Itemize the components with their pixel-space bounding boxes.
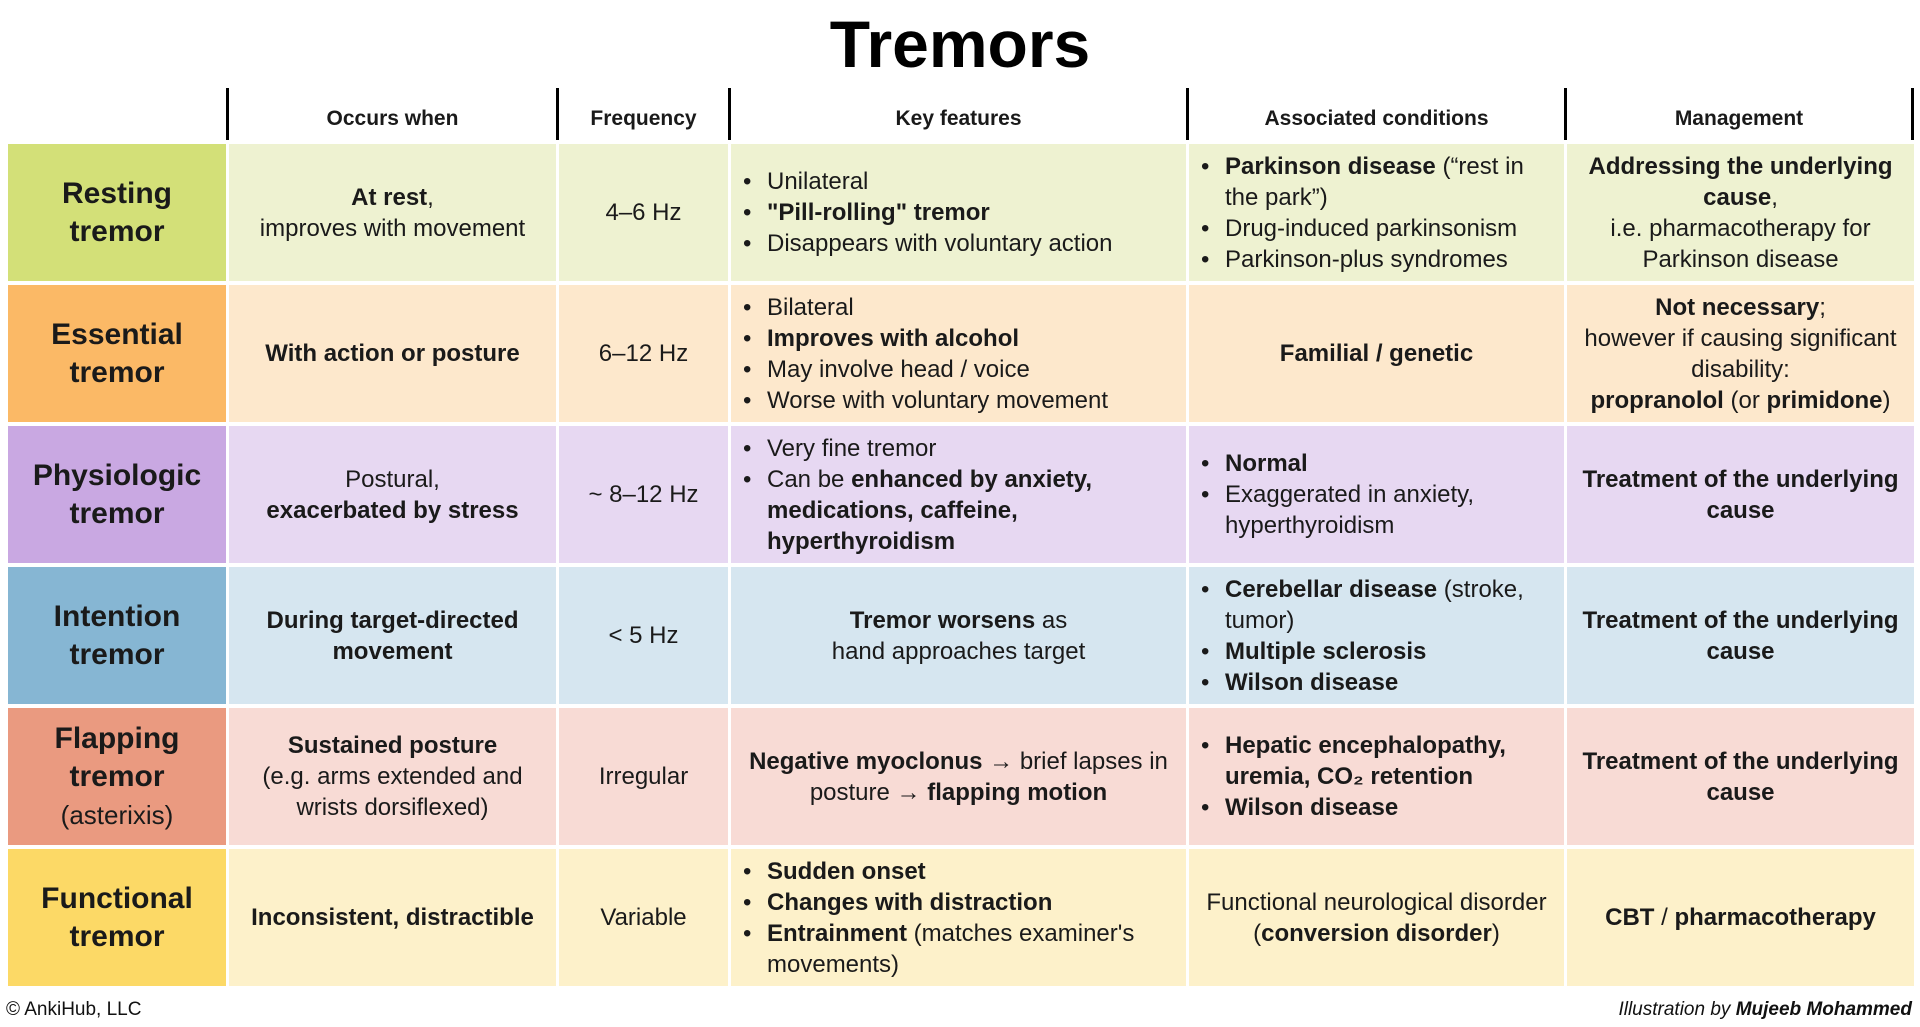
- bold-text: At rest: [351, 183, 428, 211]
- bold-text: Wilson disease: [1225, 794, 1399, 821]
- associated-conditions-cell: [1186, 422, 1564, 563]
- header-occurs-when: Occurs when: [226, 88, 556, 140]
- text-segment: Unilateral: [767, 168, 869, 195]
- key-features-cell: [728, 845, 1186, 986]
- bold-text: flapping motion: [927, 778, 1108, 806]
- text-segment: (or: [1723, 386, 1767, 414]
- frequency-cell: Variable: [556, 845, 728, 986]
- bold-text: Sudden onset: [767, 857, 926, 885]
- tremor-name: Physiologic: [32, 458, 202, 492]
- bold-text: Changes with distraction: [767, 888, 1053, 916]
- table-row: [8, 281, 1914, 422]
- text-segment: as: [1035, 606, 1068, 634]
- text-segment: /: [1654, 904, 1675, 931]
- header-corner: [8, 88, 226, 140]
- text-segment: (matches examiner's movements): [767, 919, 1135, 978]
- associated-conditions-cell: [1186, 140, 1564, 281]
- bold-text: CBT: [1605, 904, 1655, 931]
- text-segment: ): [1491, 919, 1500, 947]
- bullet-item: [741, 464, 1176, 557]
- bold-text: Familial / genetic: [1279, 340, 1474, 367]
- bullet-item: [741, 918, 1176, 980]
- bullet-item: [1199, 448, 1554, 479]
- bold-text: Inconsistent, distractible: [251, 904, 534, 931]
- bold-text: Wilson disease: [1225, 668, 1399, 696]
- text-segment: ;: [1819, 293, 1826, 321]
- bold-text: Addressing the underlying cause: [1588, 152, 1893, 211]
- text-segment: Worse with voluntary movement: [767, 386, 1109, 414]
- key-features-cell: [728, 281, 1186, 422]
- bold-text: Normal: [1225, 450, 1308, 477]
- bullet-item: [1199, 792, 1554, 823]
- bullet-item: [1199, 730, 1554, 792]
- bullet-item: [1199, 667, 1554, 698]
- frequency-cell: 4–6 Hz: [556, 140, 728, 281]
- bold-text: During target-directed movement: [266, 606, 519, 665]
- occurs-when-cell: [226, 563, 556, 704]
- key-features-cell: [728, 704, 1186, 845]
- tremor-name: tremor: [69, 919, 165, 953]
- bullet-item: [1199, 213, 1554, 244]
- tremor-name: Intention: [53, 599, 181, 633]
- bold-text: Improves with alcohol: [767, 324, 1020, 352]
- associated-conditions-cell: [1186, 563, 1564, 704]
- text-segment: Can be: [767, 465, 852, 493]
- table-row: [8, 563, 1914, 704]
- bullet-item: [1199, 636, 1554, 667]
- bullet-item: [741, 166, 1176, 197]
- bullet-list: [741, 856, 1176, 980]
- bullet-list: [741, 166, 1176, 259]
- bullet-item: [741, 856, 1176, 887]
- bold-text: conversion disorder: [1261, 919, 1492, 947]
- bold-text: With action or posture: [265, 340, 520, 367]
- bullet-list: [741, 292, 1176, 416]
- tremor-name: tremor: [69, 759, 165, 793]
- frequency-cell: Irregular: [556, 704, 728, 845]
- header-frequency: Frequency: [556, 88, 728, 140]
- key-features-cell: [728, 140, 1186, 281]
- bold-text: exacerbated by stress: [266, 496, 519, 524]
- tremor-type-label: [8, 845, 226, 986]
- bold-text: Negative myoclonus: [749, 747, 983, 775]
- occurs-when-cell: [226, 281, 556, 422]
- management-cell: [1564, 563, 1914, 704]
- bullet-item: [741, 433, 1176, 464]
- text-segment: → brief lapses in posture →: [809, 747, 1168, 806]
- tremor-name: tremor: [69, 496, 165, 530]
- key-features-cell: [728, 422, 1186, 563]
- bold-text: Treatment of the underlying cause: [1582, 747, 1899, 806]
- bullet-list: [1199, 448, 1554, 541]
- table-row: [8, 422, 1914, 563]
- text-segment: Functional neurological disorder (: [1206, 888, 1547, 947]
- bullet-item: [741, 228, 1176, 259]
- tremor-name: Functional: [41, 881, 193, 915]
- table-row: [8, 704, 1914, 845]
- header-associated-conditions: Associated conditions: [1186, 88, 1564, 140]
- text-segment: hand approaches target: [831, 637, 1086, 665]
- tremor-table: [8, 88, 1914, 986]
- tremor-type-label: [8, 422, 226, 563]
- text-segment: (“rest in the park”): [1225, 152, 1524, 211]
- bullet-item: [1199, 151, 1554, 213]
- frequency-cell: 6–12 Hz: [556, 281, 728, 422]
- text-segment: Drug-induced parkinsonism: [1225, 214, 1518, 242]
- associated-conditions-cell: [1186, 704, 1564, 845]
- text-segment: however if causing significant disability:: [1584, 324, 1897, 383]
- bold-text: Tremor worsens: [849, 606, 1036, 634]
- tremor-name: Essential: [51, 317, 183, 351]
- tremor-name: Flapping: [54, 721, 180, 755]
- tremor-type-label: [8, 281, 226, 422]
- credit-name: Mujeeb Mohammed: [1735, 999, 1912, 1020]
- text-segment: Bilateral: [767, 293, 854, 321]
- text-segment: May involve head / voice: [767, 355, 1030, 383]
- text-segment: ): [1882, 386, 1891, 414]
- bold-text: Not necessary: [1655, 293, 1820, 321]
- credit-prefix: Illustration by: [1618, 999, 1736, 1020]
- bullet-item: [1199, 574, 1554, 636]
- bullet-item: [741, 197, 1176, 228]
- text-segment: Parkinson-plus syndromes: [1225, 245, 1508, 273]
- text-segment: i.e. pharmacotherapy for Parkinson disease: [1610, 214, 1871, 273]
- management-cell: [1564, 704, 1914, 845]
- bold-text: Parkinson disease: [1225, 152, 1436, 180]
- bold-text: Treatment of the underlying cause: [1582, 465, 1899, 524]
- header-key-features: Key features: [728, 88, 1186, 140]
- copyright: © AnkiHub, LLC: [6, 999, 142, 1020]
- bullet-item: [741, 292, 1176, 323]
- bold-text: Hepatic encephalopathy, uremia, CO₂ retention: [1225, 732, 1506, 790]
- bullet-list: [1199, 730, 1554, 823]
- tremor-name: tremor: [69, 355, 165, 389]
- text-segment: (stroke, tumor): [1225, 575, 1524, 634]
- bold-text: Treatment of the underlying cause: [1582, 606, 1899, 665]
- tremor-name: tremor: [69, 214, 165, 248]
- illustration-credit: [1618, 999, 1912, 1021]
- text-segment: Very fine tremor: [767, 434, 937, 462]
- table-row: [8, 845, 1914, 986]
- text-segment: Disappears with voluntary action: [767, 230, 1113, 257]
- text-segment: improves with movement: [259, 214, 526, 242]
- bullet-item: [741, 323, 1176, 354]
- text-segment: Postural,: [345, 465, 440, 493]
- text-segment: Exaggerated in anxiety, hyperthyroidism: [1225, 481, 1475, 539]
- frequency-cell: < 5 Hz: [556, 563, 728, 704]
- bold-text: Cerebellar disease: [1225, 575, 1438, 603]
- bold-text: enhanced by anxiety, medications, caffeine, hyperthyroidism: [767, 465, 1093, 555]
- tremor-type-label: [8, 704, 226, 845]
- bullet-item: [1199, 479, 1554, 541]
- tremor-type-label: [8, 140, 226, 281]
- associated-conditions-cell: [1186, 281, 1564, 422]
- text-segment: (e.g. arms extended and wrists dorsiflexed): [262, 763, 523, 821]
- management-cell: [1564, 422, 1914, 563]
- associated-conditions-cell: [1186, 845, 1564, 986]
- tremor-name: Resting: [61, 176, 172, 210]
- text-segment: ,: [427, 183, 434, 211]
- bullet-list: [1199, 151, 1554, 275]
- page-title: Tremors: [829, 7, 1091, 81]
- text-segment: ,: [1771, 183, 1778, 211]
- bold-text: propranolol: [1590, 386, 1724, 414]
- bold-text: Sustained posture: [287, 732, 498, 759]
- frequency-cell: ~ 8–12 Hz: [556, 422, 728, 563]
- occurs-when-cell: [226, 422, 556, 563]
- bold-text: pharmacotherapy: [1674, 904, 1876, 931]
- key-features-cell: [728, 563, 1186, 704]
- bold-text: Multiple sclerosis: [1225, 637, 1427, 665]
- bullet-list: [1199, 574, 1554, 698]
- occurs-when-cell: [226, 845, 556, 986]
- bullet-item: [741, 385, 1176, 416]
- header-management: Management: [1564, 88, 1914, 140]
- bold-text: "Pill-rolling" tremor: [767, 199, 990, 226]
- tremor-name-sub: (asterixis): [60, 799, 174, 830]
- bullet-item: [1199, 244, 1554, 275]
- management-cell: [1564, 845, 1914, 986]
- occurs-when-cell: [226, 140, 556, 281]
- bullet-list: [741, 433, 1176, 557]
- bullet-item: [741, 887, 1176, 918]
- bold-text: Entrainment: [767, 919, 908, 947]
- bullet-item: [741, 354, 1176, 385]
- table-row: [8, 140, 1914, 281]
- tremor-name: tremor: [69, 637, 165, 671]
- tremor-type-label: [8, 563, 226, 704]
- management-cell: [1564, 281, 1914, 422]
- management-cell: [1564, 140, 1914, 281]
- bold-text: primidone: [1766, 386, 1883, 414]
- header-row: [8, 88, 1914, 140]
- occurs-when-cell: [226, 704, 556, 845]
